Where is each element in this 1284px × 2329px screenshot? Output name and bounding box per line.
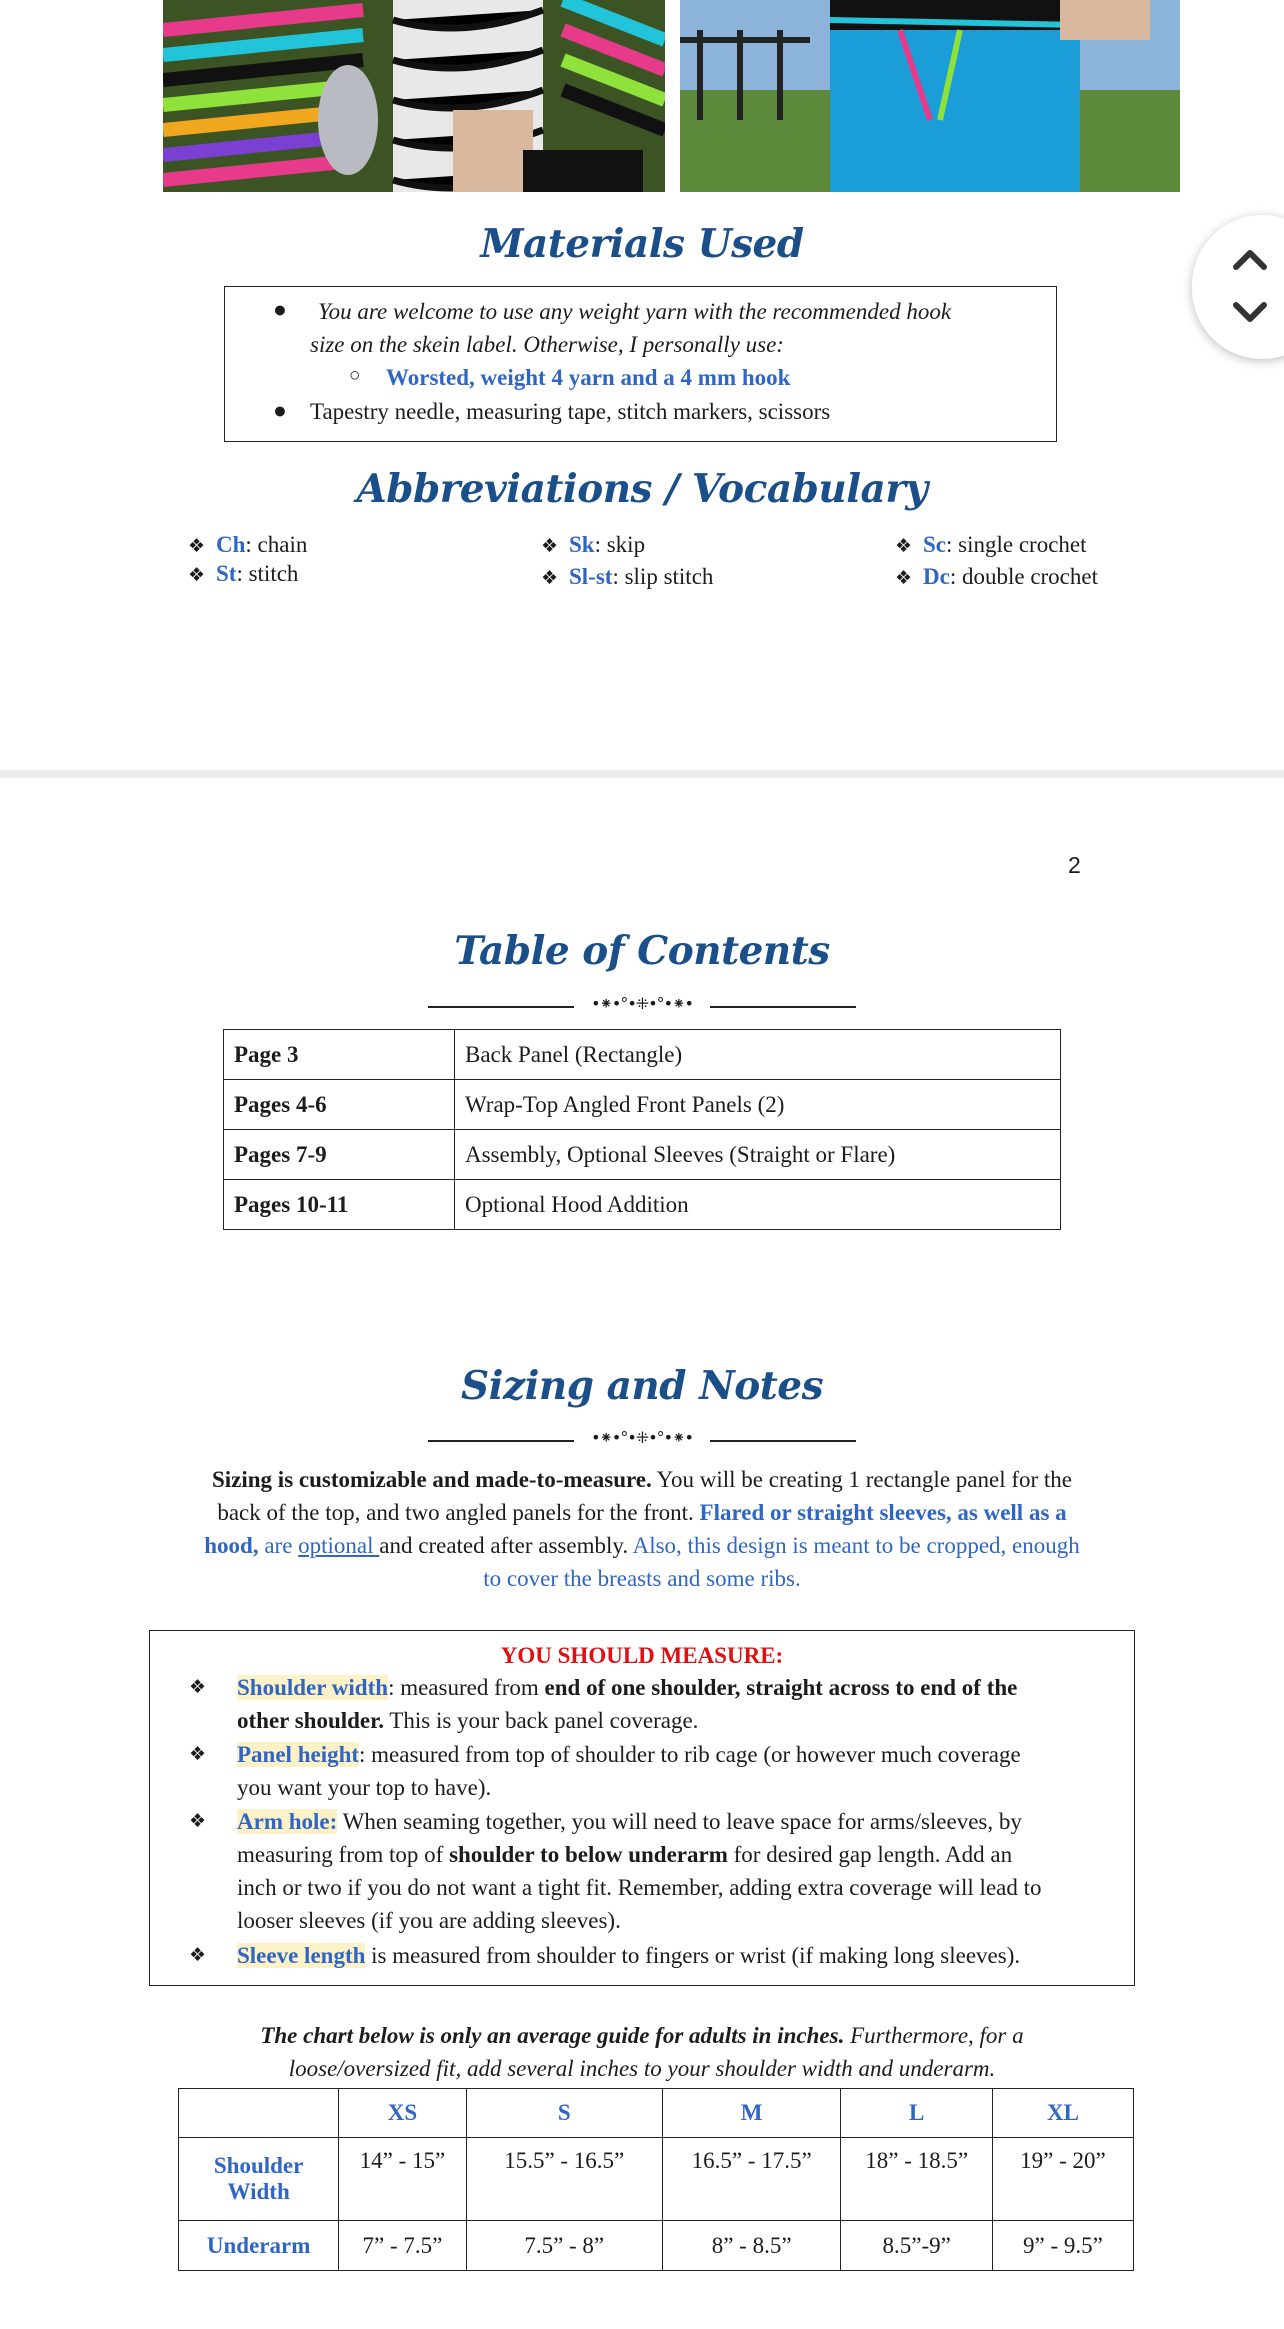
abbr-item: ❖ Sl-st: slip stitch <box>541 564 714 589</box>
bullet: ● <box>273 297 287 322</box>
table-row: Underarm 7” - 7.5” 7.5” - 8” 8” - 8.5” 8.5”-9” 9” - 9.5” <box>179 2221 1134 2271</box>
table-row: Pages 4-6 Wrap-Top Angled Front Panels (2) <box>224 1080 1061 1130</box>
chevron-down-icon[interactable] <box>1230 299 1270 325</box>
materials-title: Materials Used <box>480 221 804 267</box>
table-row: Shoulder Width 14” - 15” 15.5” - 16.5” 16.5” - 17.5” 18” - 18.5” 19” - 20” <box>179 2138 1134 2221</box>
crochet-photo-left <box>163 0 665 192</box>
diamond-bullet-icon: ❖ <box>895 535 913 557</box>
table-row: Pages 10-11 Optional Hood Addition <box>224 1180 1061 1230</box>
page-break <box>0 770 1284 778</box>
toc-title: Table of Contents <box>454 928 830 974</box>
diamond-bullet-icon: ❖ <box>541 535 559 557</box>
diamond-bullet-icon: ❖ <box>189 1743 207 1765</box>
chart-note: The chart below is only an average guide for adults in inches. Furthermore, for a loose/oversized fit, add several inches to your shoulder width and underarm. <box>260 2023 1024 2081</box>
diamond-bullet-icon: ❖ <box>188 564 206 586</box>
measure-item-sleeve: ❖ Sleeve length is measured from shoulder to fingers or wrist (if making long sleeves). <box>237 1939 1137 1972</box>
measure-heading: YOU SHOULD MEASURE: <box>500 1643 784 1668</box>
materials-line-1: You are welcome to use any weight yarn with the recommended hook <box>318 299 952 324</box>
abbr-item: ❖ Sk: skip <box>541 532 646 557</box>
table-header-row: XS S M L XL <box>179 2089 1134 2138</box>
abbr-item: ❖ Ch: chain <box>188 532 308 557</box>
sizing-title: Sizing and Notes <box>460 1363 824 1409</box>
size-chart-table <box>178 2088 1134 2271</box>
abbreviations-title: Abbreviations / Vocabulary <box>356 466 928 512</box>
diamond-bullet-icon: ❖ <box>188 535 206 557</box>
table-row: Page 3 Back Panel (Rectangle) <box>224 1030 1061 1080</box>
measure-item-shoulder: ❖ Shoulder width: measured from end of one shoulder, straight across to end of the other shoulder. This is your back panel coverage. <box>237 1671 1137 1737</box>
diamond-bullet-icon: ❖ <box>541 567 559 589</box>
materials-line-2: size on the skein label. Otherwise, I personally use: <box>310 332 784 357</box>
sub-bullet: ○ <box>349 365 361 386</box>
diamond-bullet-icon: ❖ <box>189 1944 207 1966</box>
page-number: 2 <box>1068 852 1081 878</box>
sizing-paragraph: Sizing is customizable and made-to-measure. You will be creating 1 rectangle panel for the back of the top, and two angled panels for the front. Flared or straight sleeves, as well as a hood, are optional and created after assembly. Also, this design is meant to be cropped, enough to cover the breasts and some ribs. <box>204 1467 1080 1591</box>
diamond-bullet-icon: ❖ <box>189 1676 207 1698</box>
diamond-bullet-icon: ❖ <box>895 567 913 589</box>
chevron-up-icon[interactable] <box>1230 247 1270 273</box>
abbr-item: ❖ St: stitch <box>188 561 299 586</box>
table-row: Pages 7-9 Assembly, Optional Sleeves (Straight or Flare) <box>224 1130 1061 1180</box>
materials-yarn-hook: Worsted, weight 4 yarn and a 4 mm hook <box>386 365 791 390</box>
materials-tools: Tapestry needle, measuring tape, stitch markers, scissors <box>310 399 831 424</box>
crochet-photo-right <box>680 0 1180 192</box>
bullet: ● <box>273 398 287 423</box>
abbr-item: ❖ Sc: single crochet <box>895 532 1087 557</box>
measure-item-panel: ❖ Panel height: measured from top of shoulder to rib cage (or however much coverage you want your top to have). <box>237 1738 1137 1804</box>
row-label: Shoulder Width <box>213 2153 304 2204</box>
abbr-item: ❖ Dc: double crochet <box>895 564 1098 589</box>
measure-item-armhole: ❖ Arm hole: When seaming together, you will need to leave space for arms/sleeves, by measuring from top of shoulder to below underarm for desired gap length. Add an inch or two if you do not want a tight fit. Remember, adding extra coverage will lead to looser sleeves (if you are adding sleeves). <box>237 1805 1137 1937</box>
materials-box <box>224 286 1057 442</box>
ornament-divider: •⁕•°•⁜•°•⁕• <box>428 1428 856 1454</box>
toc-table <box>223 1029 1061 1230</box>
diamond-bullet-icon: ❖ <box>189 1810 207 1832</box>
ornament-divider: •⁕•°•⁜•°•⁕• <box>428 994 856 1020</box>
measure-box <box>149 1630 1135 1986</box>
